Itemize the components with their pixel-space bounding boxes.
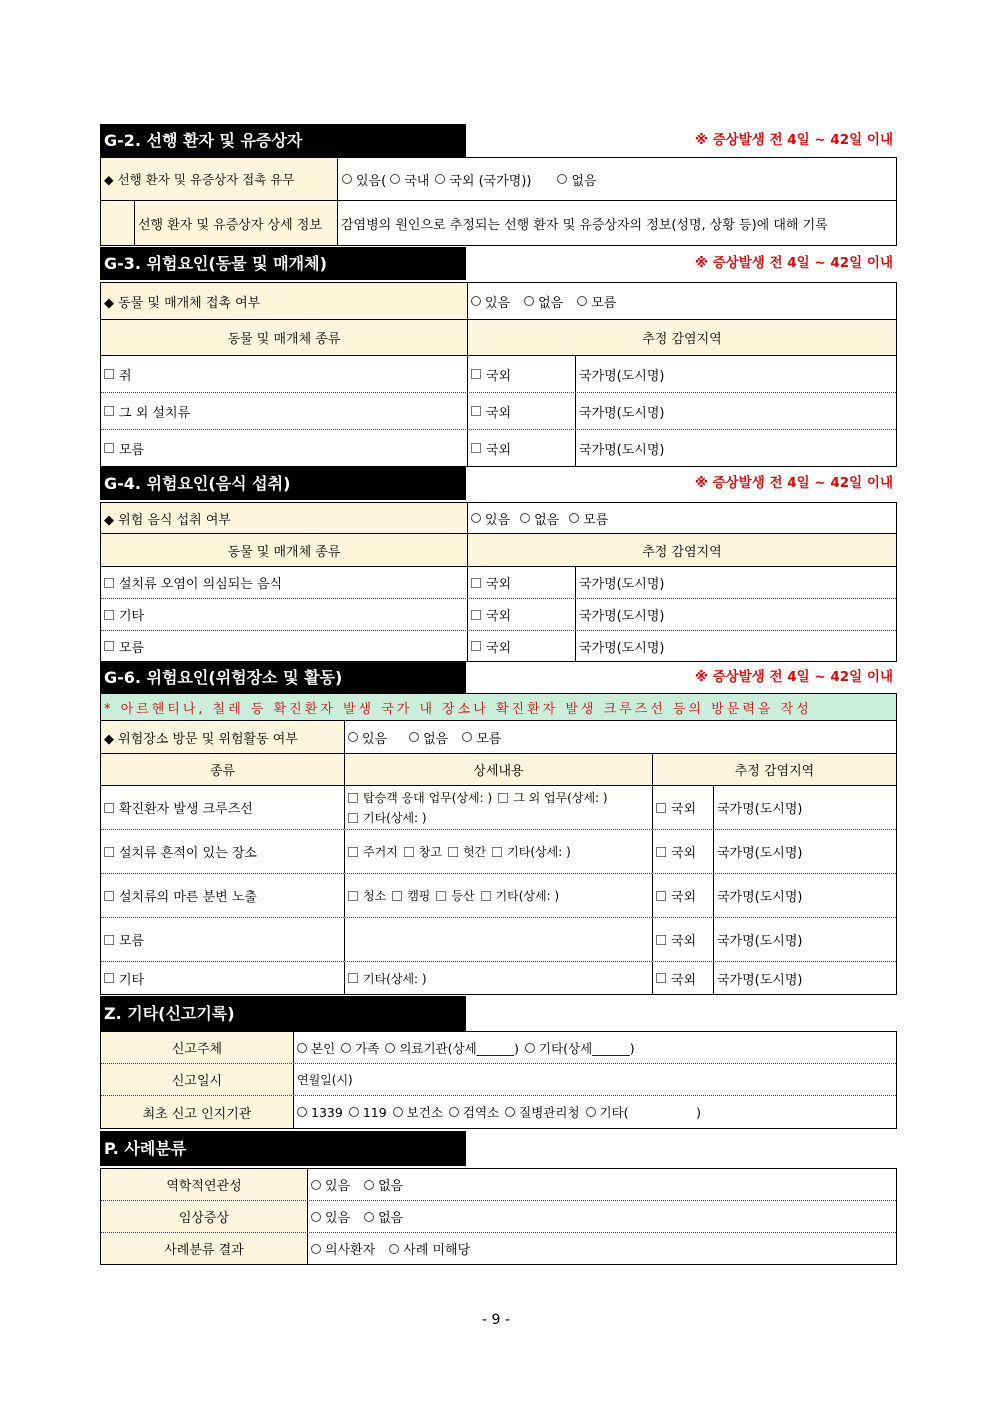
g4-table <box>100 502 897 662</box>
g2-contact-options <box>337 158 896 200</box>
z-agency-opt[interactable]: 검역소 <box>449 1103 499 1121</box>
z-reporter-opt[interactable]: 가족 <box>341 1039 379 1057</box>
checkbox-icon <box>656 935 666 945</box>
g4-opt-no[interactable]: 없음 <box>520 509 559 528</box>
checkbox-icon <box>471 578 481 588</box>
g6-detail-opt[interactable]: 창고 <box>404 843 442 860</box>
g3-title: G-3. 위험요인(동물 및 매개체) <box>100 247 466 280</box>
g4-row-type[interactable]: 모름 <box>101 631 467 661</box>
radio-icon <box>525 1043 535 1053</box>
z-agency-opt[interactable]: 119 <box>349 1105 387 1120</box>
g6-opt-yes[interactable]: 있음 <box>348 728 387 747</box>
z-agency-opt[interactable]: 기타( ) <box>586 1103 701 1121</box>
z-reporter-opt[interactable]: 본인 <box>297 1039 335 1057</box>
checkbox-icon <box>104 641 114 651</box>
g6-row-detail <box>344 786 652 829</box>
g3-opt-no[interactable]: 없음 <box>524 292 563 311</box>
checkbox-icon <box>656 803 666 813</box>
g3-note: ※ 증상발생 전 4일 ~ 42일 이내 <box>694 255 893 271</box>
checkbox-icon <box>348 891 358 901</box>
g2-opt-abroad[interactable]: 국외 (국가명)) <box>435 170 531 189</box>
p-clin-opt[interactable]: 없음 <box>364 1207 403 1226</box>
g6-detail-opt[interactable]: 캠핑 <box>392 887 430 904</box>
g6-row-detail <box>344 830 652 873</box>
g3-row-country[interactable]: 국가명(도시명) <box>575 393 896 429</box>
table-row <box>101 356 896 393</box>
g6-row-type[interactable]: 확진환자 발생 크루즈선 <box>101 786 344 829</box>
g4-row-country[interactable]: 국가명(도시명) <box>575 567 896 598</box>
g3-header <box>100 247 897 280</box>
g4-opt-unknown[interactable]: 모름 <box>569 509 608 528</box>
radio-icon <box>311 1244 321 1254</box>
p-title: P. 사례분류 <box>100 1131 466 1166</box>
z-date-value[interactable]: 연월일(시) <box>293 1064 896 1095</box>
checkbox-icon <box>498 793 508 803</box>
page-number: - 9 - <box>482 1312 510 1328</box>
radio-icon <box>577 296 587 306</box>
g6-detail-opt[interactable]: 탑승객 응대 업무(상세: ) <box>348 788 492 808</box>
z-agency-options <box>293 1096 896 1128</box>
g6-detail-opt[interactable]: 기타(상세: ) <box>492 843 571 860</box>
g6-col-detail: 상세내용 <box>344 754 652 785</box>
checkbox-icon <box>348 847 358 857</box>
radio-icon <box>348 732 358 742</box>
g6-col-type: 종류 <box>101 754 344 785</box>
radio-icon <box>393 1107 403 1117</box>
checkbox-icon <box>104 935 114 945</box>
p-epi-opt[interactable]: 없음 <box>364 1175 403 1194</box>
table-row <box>101 786 896 830</box>
radio-icon <box>409 732 419 742</box>
g6-table <box>100 693 897 995</box>
p-result-label: 사례분류 결과 <box>101 1233 307 1264</box>
checkbox-icon <box>448 847 458 857</box>
g6-row-country[interactable]: 국가명(도시명) <box>713 830 896 873</box>
g6-detail-opt[interactable]: 기타(상세: ) <box>348 808 427 828</box>
checkbox-icon <box>471 443 481 453</box>
g4-row-abroad[interactable]: 국외 <box>467 599 575 630</box>
radio-icon <box>569 513 579 523</box>
checkbox-icon <box>656 891 666 901</box>
radio-icon <box>586 1107 596 1117</box>
g6-detail-opt[interactable]: 주거지 <box>348 843 398 860</box>
g6-detail-opt[interactable]: 청소 <box>348 887 386 904</box>
checkbox-icon <box>656 973 666 983</box>
g6-header <box>100 662 897 693</box>
g6-row-country[interactable]: 국가명(도시명) <box>713 786 896 829</box>
g6-detail-opt[interactable]: 그 외 업무(상세: ) <box>498 788 607 808</box>
z-date-label: 신고일시 <box>101 1064 293 1095</box>
g4-row-country[interactable]: 국가명(도시명) <box>575 631 896 661</box>
g2-opt-domestic[interactable]: 국내 <box>390 170 429 189</box>
radio-icon <box>311 1212 321 1222</box>
radio-icon <box>524 296 534 306</box>
g6-row-detail <box>344 874 652 917</box>
z-agency-opt[interactable]: 1339 <box>297 1105 343 1120</box>
checkbox-icon <box>104 578 114 588</box>
p-clin-options <box>307 1201 896 1232</box>
g6-opt-no[interactable]: 없음 <box>409 728 448 747</box>
radio-icon <box>389 1244 399 1254</box>
checkbox-icon <box>492 847 502 857</box>
g4-col-region: 추정 감염지역 <box>467 534 896 566</box>
table-row <box>101 874 896 918</box>
checkbox-icon <box>481 891 491 901</box>
p-epi-label: 역학적연관성 <box>101 1169 307 1200</box>
z-reporter-opt[interactable]: 기타(상세______) <box>525 1039 635 1057</box>
p-result-opt[interactable]: 의사환자 <box>311 1239 375 1258</box>
table-row <box>101 567 896 599</box>
p-clin-label: 임상증상 <box>101 1201 307 1232</box>
g6-row-abroad[interactable]: 국외 <box>652 874 713 917</box>
g4-col-type: 동물 및 매개체 종류 <box>101 534 467 566</box>
checkbox-icon <box>104 803 114 813</box>
p-epi-options <box>307 1169 896 1200</box>
checkbox-icon <box>104 847 114 857</box>
checkbox-icon <box>471 406 481 416</box>
g2-table <box>100 157 897 246</box>
p-clin-opt[interactable]: 있음 <box>311 1207 350 1226</box>
g6-detail-opt[interactable]: 기타(상세: ) <box>481 887 560 904</box>
g4-opt-yes[interactable]: 있음 <box>471 509 510 528</box>
checkbox-icon <box>471 610 481 620</box>
g4-row-abroad[interactable]: 국외 <box>467 631 575 661</box>
g6-row-detail <box>344 962 652 994</box>
z-header <box>100 996 897 1031</box>
checkbox-icon <box>104 406 114 416</box>
z-reporter-opt[interactable]: 의료기관(상세______) <box>385 1039 519 1057</box>
p-epi-opt[interactable]: 있음 <box>311 1175 350 1194</box>
g3-contact-label: ◆ 동물 및 매개체 접촉 여부 <box>101 283 467 319</box>
g6-row-abroad[interactable]: 국외 <box>652 786 713 829</box>
z-title: Z. 기타(신고기록) <box>100 996 466 1031</box>
g6-col-region: 추정 감염지역 <box>652 754 896 785</box>
checkbox-icon <box>436 891 446 901</box>
p-result-options <box>307 1233 896 1264</box>
g6-row-detail[interactable] <box>344 918 652 961</box>
g6-row-country[interactable]: 국가명(도시명) <box>713 962 896 994</box>
checkbox-icon <box>348 973 358 983</box>
checkbox-icon <box>404 847 414 857</box>
radio-icon <box>349 1107 359 1117</box>
radio-icon <box>471 296 481 306</box>
g2-header <box>100 124 897 157</box>
g6-banner: * 아르헨티나, 칠레 등 확진환자 발생 국가 내 장소나 확진환자 발생 크루즈선 등의 방문력을 작성 <box>104 701 812 717</box>
g3-row-country[interactable]: 국가명(도시명) <box>575 430 896 466</box>
radio-icon <box>364 1180 374 1190</box>
g6-row-type[interactable]: 설치류의 마른 분변 노출 <box>101 874 344 917</box>
table-row <box>101 631 896 661</box>
g6-detail-opt[interactable]: 등산 <box>436 887 474 904</box>
g2-note: ※ 증상발생 전 4일 ~ 42일 이내 <box>694 132 893 148</box>
g3-col-type: 동물 및 매개체 종류 <box>101 320 467 355</box>
g4-header <box>100 467 897 500</box>
g4-note: ※ 증상발생 전 4일 ~ 42일 이내 <box>694 475 893 491</box>
p-result-opt[interactable]: 사례 미해당 <box>389 1239 470 1258</box>
g3-col-region: 추정 감염지역 <box>467 320 896 355</box>
g6-detail-opt[interactable]: 기타(상세: ) <box>348 970 427 987</box>
g6-opt-unknown[interactable]: 모름 <box>462 728 501 747</box>
z-agency-opt[interactable]: 질병관리청 <box>505 1103 579 1121</box>
radio-icon <box>505 1107 515 1117</box>
g3-row-type[interactable]: 모름 <box>101 430 467 466</box>
g3-row-type[interactable]: 쥐 <box>101 356 467 392</box>
g2-opt-no[interactable]: 없음 <box>557 170 596 189</box>
g6-row-abroad[interactable]: 국외 <box>652 962 713 994</box>
checkbox-icon <box>471 369 481 379</box>
z-table <box>100 1031 897 1129</box>
g2-opt-yes[interactable]: 있음( <box>342 170 386 189</box>
g6-row-abroad[interactable]: 국외 <box>652 918 713 961</box>
g6-row-country[interactable]: 국가명(도시명) <box>713 918 896 961</box>
g6-row-type[interactable]: 기타 <box>101 962 344 994</box>
checkbox-icon <box>392 891 402 901</box>
g2-indent <box>101 201 134 245</box>
g3-contact-options <box>467 283 896 319</box>
radio-icon <box>311 1180 321 1190</box>
table-row <box>101 918 896 962</box>
checkbox-icon <box>104 973 114 983</box>
g3-row-type[interactable]: 그 외 설치류 <box>101 393 467 429</box>
radio-icon <box>342 174 352 184</box>
g6-row-type[interactable]: 모름 <box>101 918 344 961</box>
radio-icon <box>341 1043 351 1053</box>
radio-icon <box>520 513 530 523</box>
checkbox-icon <box>656 847 666 857</box>
g6-row-abroad[interactable]: 국외 <box>652 830 713 873</box>
z-agency-opt[interactable]: 보건소 <box>393 1103 443 1121</box>
checkbox-icon <box>104 610 114 620</box>
g3-row-abroad[interactable]: 국외 <box>467 430 575 466</box>
g4-row-type[interactable]: 설치류 오염이 의심되는 음식 <box>101 567 467 598</box>
radio-icon <box>557 174 567 184</box>
table-row <box>101 962 896 994</box>
radio-icon <box>390 174 400 184</box>
table-row <box>101 599 896 631</box>
g4-row-type[interactable]: 기타 <box>101 599 467 630</box>
g3-row-abroad[interactable]: 국외 <box>467 393 575 429</box>
g2-contact-label: ◆ 선행 환자 및 유증상자 접촉 유무 <box>101 158 337 200</box>
checkbox-icon <box>104 891 114 901</box>
g6-contact-options <box>344 721 896 753</box>
table-row <box>101 393 896 430</box>
radio-icon <box>385 1043 395 1053</box>
g4-title: G-4. 위험요인(음식 섭취) <box>100 467 466 500</box>
g4-row-country[interactable]: 국가명(도시명) <box>575 599 896 630</box>
radio-icon <box>297 1043 307 1053</box>
g6-row-country[interactable]: 국가명(도시명) <box>713 874 896 917</box>
radio-icon <box>435 174 445 184</box>
g4-contact-options <box>467 503 896 533</box>
g6-note: ※ 증상발생 전 4일 ~ 42일 이내 <box>694 669 893 685</box>
radio-icon <box>449 1107 459 1117</box>
z-reporter-options <box>293 1032 896 1063</box>
g6-detail-opt[interactable]: 헛간 <box>448 843 486 860</box>
g3-row-abroad[interactable]: 국외 <box>467 356 575 392</box>
checkbox-icon <box>471 641 481 651</box>
table-row <box>101 830 896 874</box>
g6-title: G-6. 위험요인(위험장소 및 활동) <box>100 662 466 693</box>
g4-contact-label: ◆ 위험 음식 섭취 여부 <box>101 503 467 533</box>
g2-detail-label: 선행 환자 및 유증상자 상세 정보 <box>134 201 337 245</box>
radio-icon <box>462 732 472 742</box>
checkbox-icon <box>348 813 358 823</box>
g3-table <box>100 282 897 467</box>
g3-opt-unknown[interactable]: 모름 <box>577 292 616 311</box>
radio-icon <box>471 513 481 523</box>
g6-contact-label: ◆ 위험장소 방문 및 위험활동 여부 <box>101 721 344 753</box>
checkbox-icon <box>104 443 114 453</box>
z-agency-label: 최초 신고 인지기관 <box>101 1096 293 1128</box>
g3-row-country[interactable]: 국가명(도시명) <box>575 356 896 392</box>
g6-row-type[interactable]: 설치류 흔적이 있는 장소 <box>101 830 344 873</box>
g3-opt-yes[interactable]: 있음 <box>471 292 510 311</box>
table-row <box>101 430 896 466</box>
radio-icon <box>364 1212 374 1222</box>
checkbox-icon <box>104 369 114 379</box>
radio-icon <box>297 1107 307 1117</box>
g2-detail-value[interactable]: 감염병의 원인으로 추정되는 선행 환자 및 유증상자의 정보(성명, 상황 등)에 대해 기록 <box>337 201 896 245</box>
g4-row-abroad[interactable]: 국외 <box>467 567 575 598</box>
z-reporter-label: 신고주체 <box>101 1032 293 1063</box>
p-table <box>100 1168 897 1265</box>
p-header <box>100 1131 897 1166</box>
g2-title: G-2. 선행 환자 및 유증상자 <box>100 124 466 157</box>
checkbox-icon <box>348 793 358 803</box>
